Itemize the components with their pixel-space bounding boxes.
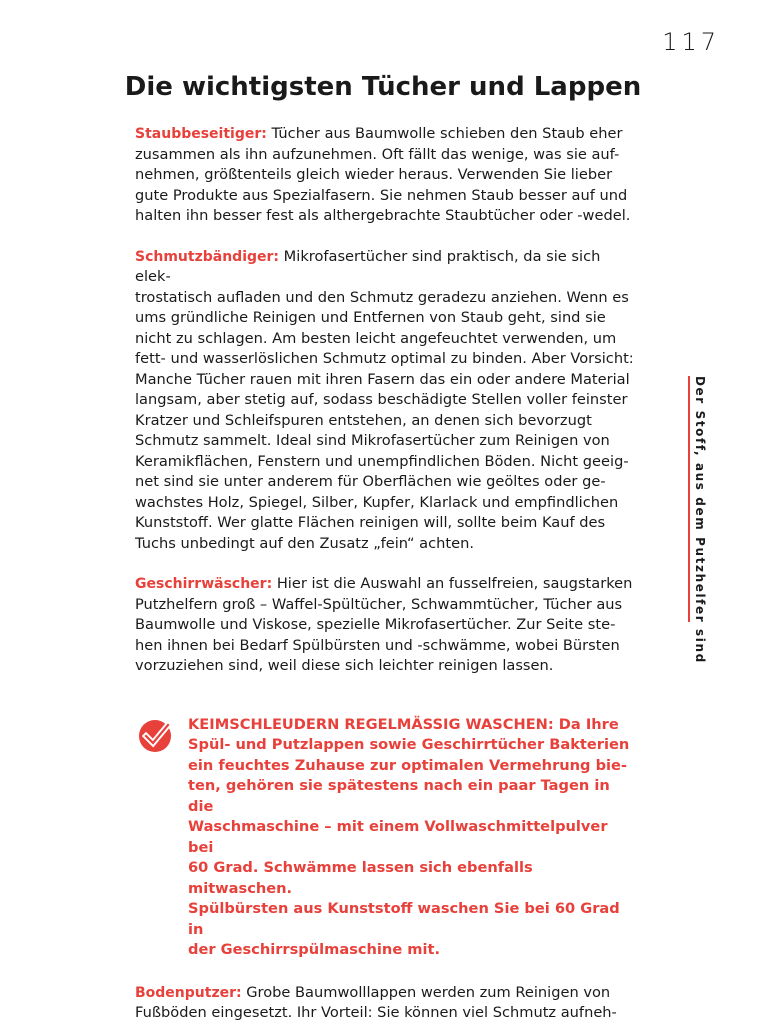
paragraph (135, 574, 635, 677)
paragraph (135, 983, 635, 1024)
text-line: Schmutz sammelt. Ideal sind Mikrofasertücher zum Reinigen von (135, 432, 610, 449)
section-term: Geschirrwäscher: (135, 576, 273, 592)
article-body (135, 124, 635, 1024)
section-staubbeseitiger (135, 124, 635, 227)
text-line: Fußböden eingesetzt. Ihr Vorteil: Sie können viel Schmutz aufneh- (135, 1004, 617, 1021)
text-line: Kratzer und Schleifspuren entstehen, an denen sich bevorzugt (135, 411, 592, 429)
tip-box (135, 715, 635, 961)
text-line: Baumwolle und Viskose, spezielle Mikrofasertücher. Zur Seite ste- (135, 616, 616, 633)
paragraph (135, 247, 635, 555)
text-line: Putzhelfern groß – Waffel-Spültücher, Schwammtücher, Tücher aus (135, 595, 623, 613)
text-line: Mikrofasertücher sind praktisch, da sie sich elek- (135, 247, 601, 285)
text-line: ten, gehören sie spätestens nach ein paar Tagen in die (188, 777, 610, 815)
text-line: Manche Tücher rauen mit ihren Fasern das ein oder andere Material (135, 370, 630, 388)
text-line: gute Produkte aus Spezialfasern. Sie nehmen Staub besser auf und (135, 186, 628, 204)
text-line: nicht zu schlagen. Am besten leicht angefeuchtet verwenden, um (135, 329, 617, 347)
text-line: wachstes Holz, Spiegel, Silber, Kupfer, Klarlack und empfindlichen (135, 493, 619, 511)
text-line: Tücher aus Baumwolle schieben den Staub eher (271, 125, 623, 142)
section-term: Staubbeseitiger: (135, 126, 267, 142)
text-line: zusammen als ihn aufzunehmen. Oft fällt das wenige, was sie auf- (135, 145, 620, 163)
text-line: net sind sie unter anderem für Oberflächen wie geöltes oder ge- (135, 473, 606, 490)
text-line: Spül- und Putzlappen sowie Geschirrtücher Bakterien (188, 736, 630, 753)
text-line: Waschmaschine – mit einem Vollwaschmittelpulver bei (188, 818, 608, 856)
text-line: vorzuziehen sind, weil diese sich leichter reinigen lassen. (135, 657, 554, 674)
text-line: langsam, aber stetig auf, sodass beschädigte Stellen voller feinster (135, 391, 628, 408)
text-line: nehmen, größtenteils gleich wieder heraus. Verwenden Sie lieber (135, 166, 613, 183)
page-number: 117 (662, 28, 720, 56)
text-line: Grobe Baumwolllappen werden zum Reinigen von (246, 983, 611, 1001)
text-line: ums gründliche Reinigen und Entfernen von Staub geht, sind sie (135, 309, 606, 326)
page-title: Die wichtigsten Tücher und Lappen (124, 72, 642, 102)
paragraph (135, 124, 635, 227)
section-schmutzbaendiger (135, 247, 635, 555)
text-line: Tuchs unbedingt auf den Zusatz „fein“ achten. (135, 534, 474, 552)
text-line: KEIMSCHLEUDERN REGELMÄSSIG WASCHEN: Da Ihre (188, 715, 619, 733)
section-bodenputzer (135, 983, 635, 1024)
text-line: Hier ist die Auswahl an fusselfreien, saugstarken (276, 575, 633, 592)
text-line: halten ihn besser fest als althergebrachte Staubtücher oder -wedel. (135, 207, 631, 224)
chapter-sidebar-label: Der Stoff, aus dem Putzhelfer sind (693, 376, 707, 664)
text-line: der Geschirrspülmaschine mit. (188, 941, 441, 958)
text-line: hen ihnen bei Bedarf Spülbürsten und -schwämme, wobei Bürsten (135, 636, 620, 654)
checkmark-circle-icon (137, 717, 173, 753)
text-line: 60 Grad. Schwämme lassen sich ebenfalls mitwaschen. (188, 859, 533, 897)
text-line: Keramikflächen, Fenstern und unempfindlichen Böden. Nicht geeig- (135, 452, 629, 470)
chapter-sidebar (688, 376, 714, 664)
text-line: ein feuchtes Zuhause zur optimalen Vermehrung bie- (188, 756, 627, 774)
text-line: Spülbürsten aus Kunststoff waschen Sie bei 60 Grad in (188, 900, 620, 938)
text-line: trostatisch aufladen und den Schmutz geradezu anziehen. Wenn es (135, 288, 629, 306)
section-term: Bodenputzer: (135, 984, 242, 1001)
text-line: fett- und wasserlöslichen Schmutz optimal zu binden. Aber Vorsicht: (135, 350, 634, 367)
tip-text (188, 715, 635, 961)
section-term: Schmutzbändiger: (135, 248, 280, 265)
text-line: Kunststoff. Wer glatte Flächen reinigen will, sollte beim Kauf des (135, 514, 606, 531)
section-geschirrwaescher (135, 574, 635, 677)
